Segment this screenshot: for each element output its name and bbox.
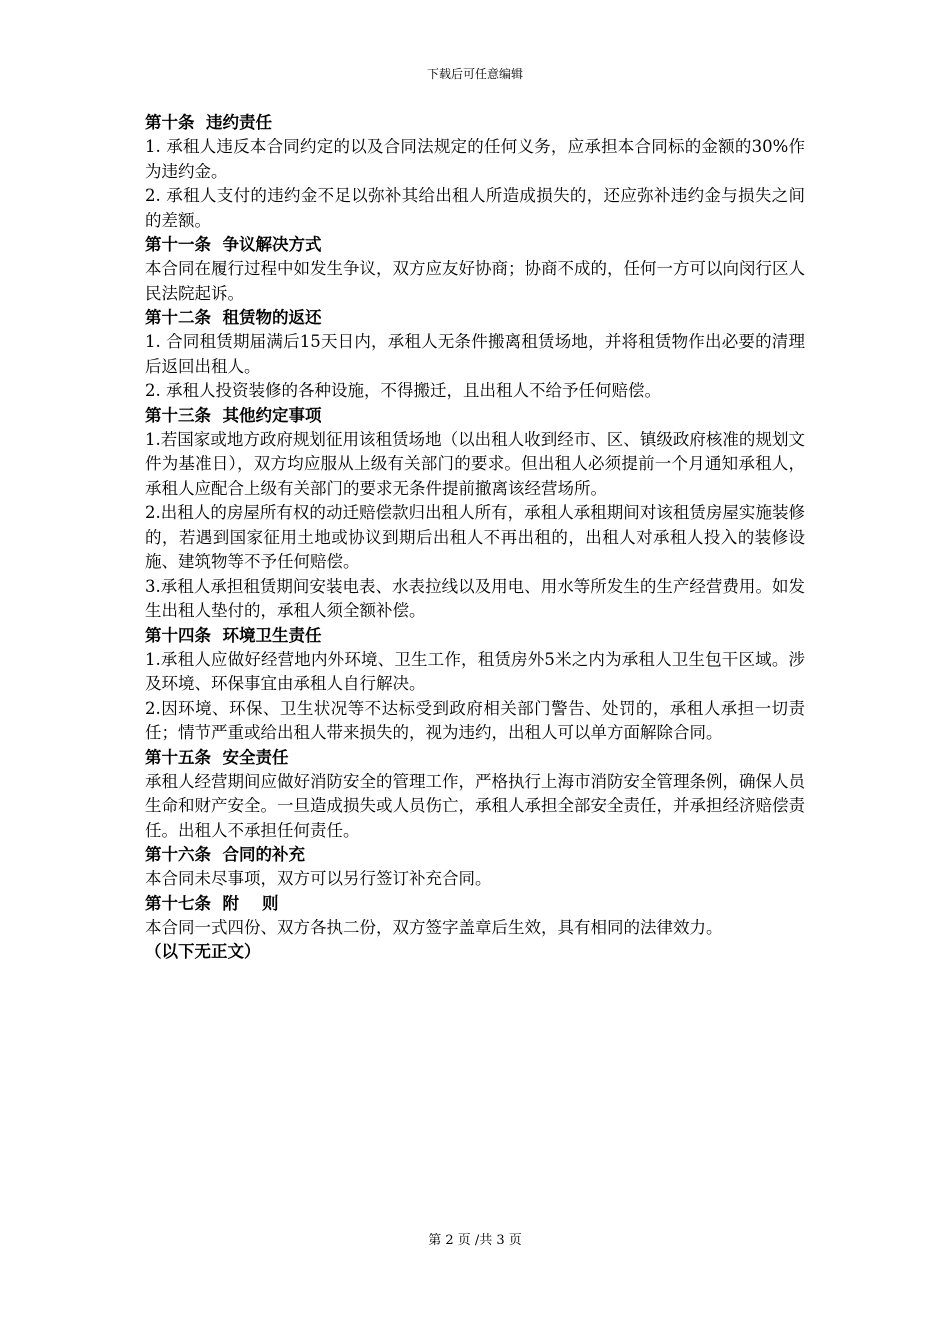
- section-paragraph: 本合同未尽事项，双方可以另行签订补充合同。: [145, 869, 492, 888]
- section-paragraph: 承租人经营期间应做好消防安全的管理工作，严格执行上海市消防安全管理条例，确保人员生命和财产安全。一旦造成损失或人员伤亡，承租人承担全部安全责任，并承担经济赔偿责任。出租人不承担任何责任。: [145, 771, 805, 840]
- section-paragraph: 本合同在履行过程中如发生争议，双方应友好协商；协商不成的，任何一方可以向闵行区人民法院起诉。: [145, 259, 805, 303]
- section-heading: 第十六条 合同的补充: [145, 845, 305, 864]
- section-heading: 第十三条 其他约定事项: [145, 405, 322, 425]
- section-paragraph: 2.因环境、环保、卫生状况等不达标受到政府相关部门警告、处罚的，承租人承担一切责任；情节严重或给出租人带来损失的，视为违约，出租人可以单方面解除合同。: [145, 698, 805, 742]
- section-article-11: [145, 233, 805, 306]
- section-article-13: [145, 404, 805, 624]
- section-heading: 第十四条 环境卫生责任: [145, 625, 322, 645]
- section-paragraph: 3.承租人承担租赁期间安装电表、水表拉线以及用电、用水等所发生的生产经营费用。如发生出租人垫付的，承租人须全额补偿。: [145, 576, 805, 620]
- section-heading: 第十条 违约责任: [145, 113, 272, 132]
- section-heading: 第十七条 附 则: [145, 893, 279, 913]
- page-header: 下载后可任意编辑: [426, 67, 523, 81]
- section-article-10: [145, 111, 805, 233]
- section-heading: 第十五条 安全责任: [145, 747, 289, 767]
- page-footer: 第 2 页 /共 3 页: [428, 1233, 522, 1248]
- end-of-text-note: （以下无正文）: [145, 942, 261, 961]
- document-body: [145, 111, 805, 964]
- section-article-17: [145, 892, 805, 941]
- section-paragraph: 2. 承租人支付的违约金不足以弥补其给出租人所造成损失的，还应弥补违约金与损失之间的差额。: [145, 186, 805, 230]
- section-heading: 第十一条 争议解决方式: [145, 235, 322, 254]
- section-paragraph: 1. 合同租赁期届满后15天日内，承租人无条件搬离租赁场地，并将租赁物作出必要的清理后返回出租人。: [145, 332, 805, 376]
- section-article-15: [145, 746, 805, 844]
- section-paragraph: 2.出租人的房屋所有权的动迁赔偿款归出租人所有，承租人承租期间对该租赁房屋实施装修的，若遇到国家征用土地或协议到期后出租人不再出租的，出租人对承租人投入的装修设施、建筑物等不予任何赔偿。: [145, 503, 805, 571]
- section-paragraph: 2. 承租人投资装修的各种设施，不得搬迁，且出租人不给予任何赔偿。: [145, 381, 661, 400]
- section-article-14: [145, 624, 805, 746]
- section-article-12: [145, 306, 805, 404]
- section-paragraph: 1. 承租人违反本合同约定的以及合同法规定的任何义务，应承担本合同标的金额的30%作为违约金。: [145, 137, 805, 181]
- section-paragraph: 1.若国家或地方政府规划征用该租赁场地（以出租人收到经市、区、镇级政府核准的规划文件为基准日），双方均应服从上级有关部门的要求。但出租人必须提前一个月通知承租人，承租人应配合上级有关部门的要求无条件提前撤离该经营场所。: [145, 429, 805, 498]
- section-paragraph: 1.承租人应做好经营地内外环境、卫生工作，租赁房外5米之内为承租人卫生包干区域。涉及环境、环保事宜由承租人自行解决。: [145, 649, 805, 693]
- section-heading: 第十二条 租赁物的返还: [145, 308, 322, 327]
- section-article-16: [145, 843, 805, 892]
- section-paragraph: 本合同一式四份、双方各执二份，双方签字盖章后生效，具有相同的法律效力。: [145, 917, 723, 937]
